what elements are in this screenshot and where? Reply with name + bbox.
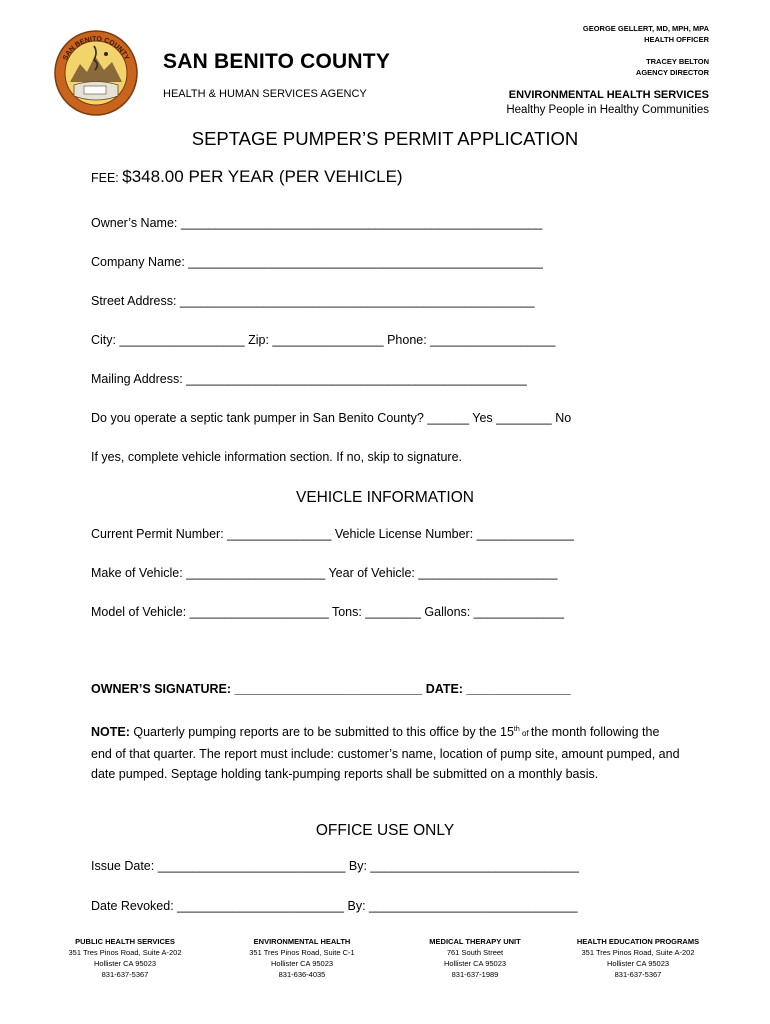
footer-city: Hollister CA 95023 [606,959,670,968]
health-officer-block [583,24,709,45]
director-title: AGENCY DIRECTOR [635,67,709,77]
footer-heading: HEALTH EDUCATION PROGRAMS [576,937,700,946]
seal-text: SAN BENITO COUNTY [62,35,130,62]
mailing-address-field[interactable]: Mailing Address: _________________________________________________ [91,372,527,386]
county-name: SAN BENITO COUNTY [163,50,391,73]
footer-health-education [563,936,713,980]
make-year-fields[interactable]: Make of Vehicle: ____________________ Year of Vehicle: ____________________ [91,566,558,580]
footer-phone: 831-637-1989 [451,970,499,979]
note-part2: the month following the end of that quarter. The report must include: customer’s name, location of pump site, amount pumped, and date pumped. Septage holding tank-pumping reports shall be submitted on a monthly basis. [91,725,680,782]
footer-medical-therapy [400,936,550,980]
note-label: NOTE: [91,725,130,740]
footer-heading: MEDICAL THERAPY UNIT [429,937,521,946]
footer-environmental-health [227,936,377,980]
issue-date-field[interactable]: Issue Date: ___________________________ By: ______________________________ [91,859,579,873]
footer-address: 351 Tres Pinos Road, Suite C-1 [249,948,355,957]
officer-name: GEORGE GELLERT, MD, MPH, MPA [582,24,709,33]
vehicle-info-heading: VEHICLE INFORMATION [296,489,474,506]
agency-director-block [636,57,709,78]
footer-address: 351 Tres Pinos Road, Suite A-202 [581,948,695,957]
director-name: TRACEY BELTON [646,57,709,66]
permit-license-fields[interactable]: Current Permit Number: _______________ Vehicle License Number: ______________ [91,527,574,541]
agency-name: HEALTH & HUMAN SERVICES AGENCY [163,88,367,100]
footer-address: 351 Tres Pinos Road, Suite A-202 [68,948,182,957]
street-address-field[interactable]: Street Address: ___________________________________________________ [91,294,535,308]
date-revoked-field[interactable]: Date Revoked: ________________________ By: ______________________________ [91,899,578,913]
department-name: ENVIRONMENTAL HEALTH SERVICES [508,89,709,101]
footer-city: Hollister CA 95023 [93,959,157,968]
city-zip-phone-fields[interactable]: City: __________________ Zip: ________________ Phone: __________________ [91,333,556,347]
svg-text:SAN BENITO COUNTY [62,36,130,62]
model-tons-gallons-fields[interactable]: Model of Vehicle: ____________________ Tons: ________ Gallons: _____________ [91,605,565,619]
footer-city: Hollister CA 95023 [270,959,334,968]
footer-public-health [50,936,200,980]
note-paragraph [91,720,681,784]
note-of: of [519,729,531,739]
septic-question-field[interactable]: Do you operate a septic tank pumper in San Benito County? ______ Yes ________ No [91,411,572,425]
owner-signature-field[interactable]: OWNER’S SIGNATURE: ___________________________ DATE: _______________ [91,682,571,696]
note-superscript: th [513,726,520,733]
note-part1: Quarterly pumping reports are to be submitted to this office by the 15 [129,725,514,740]
footer-phone: 831-637-5367 [614,970,662,979]
instruction-text: If yes, complete vehicle information section. If no, skip to signature. [91,450,463,464]
officer-title: HEALTH OFFICER [644,34,709,44]
footer-address: 761 South Street [446,948,504,957]
owner-name-field[interactable]: Owner’s Name: ____________________________________________________ [91,216,543,230]
fee-label: FEE: [91,171,123,185]
footer-heading: ENVIRONMENTAL HEALTH [253,937,351,946]
tagline: Healthy People in Healthy Communities [506,104,709,116]
fee-amount: $348.00 PER YEAR (PER VEHICLE) [122,167,403,186]
company-name-field[interactable]: Company Name: ___________________________________________________ [91,255,543,269]
footer-phone: 831-637-5367 [101,970,149,979]
fee-line [91,167,403,187]
footer-phone: 831-636-4035 [278,970,326,979]
footer-city: Hollister CA 95023 [443,959,507,968]
office-use-heading: OFFICE USE ONLY [315,822,455,839]
footer-heading: PUBLIC HEALTH SERVICES [75,937,175,946]
form-title: SEPTAGE PUMPER’S PERMIT APPLICATION [191,128,579,149]
seal-text-ring [54,30,138,116]
